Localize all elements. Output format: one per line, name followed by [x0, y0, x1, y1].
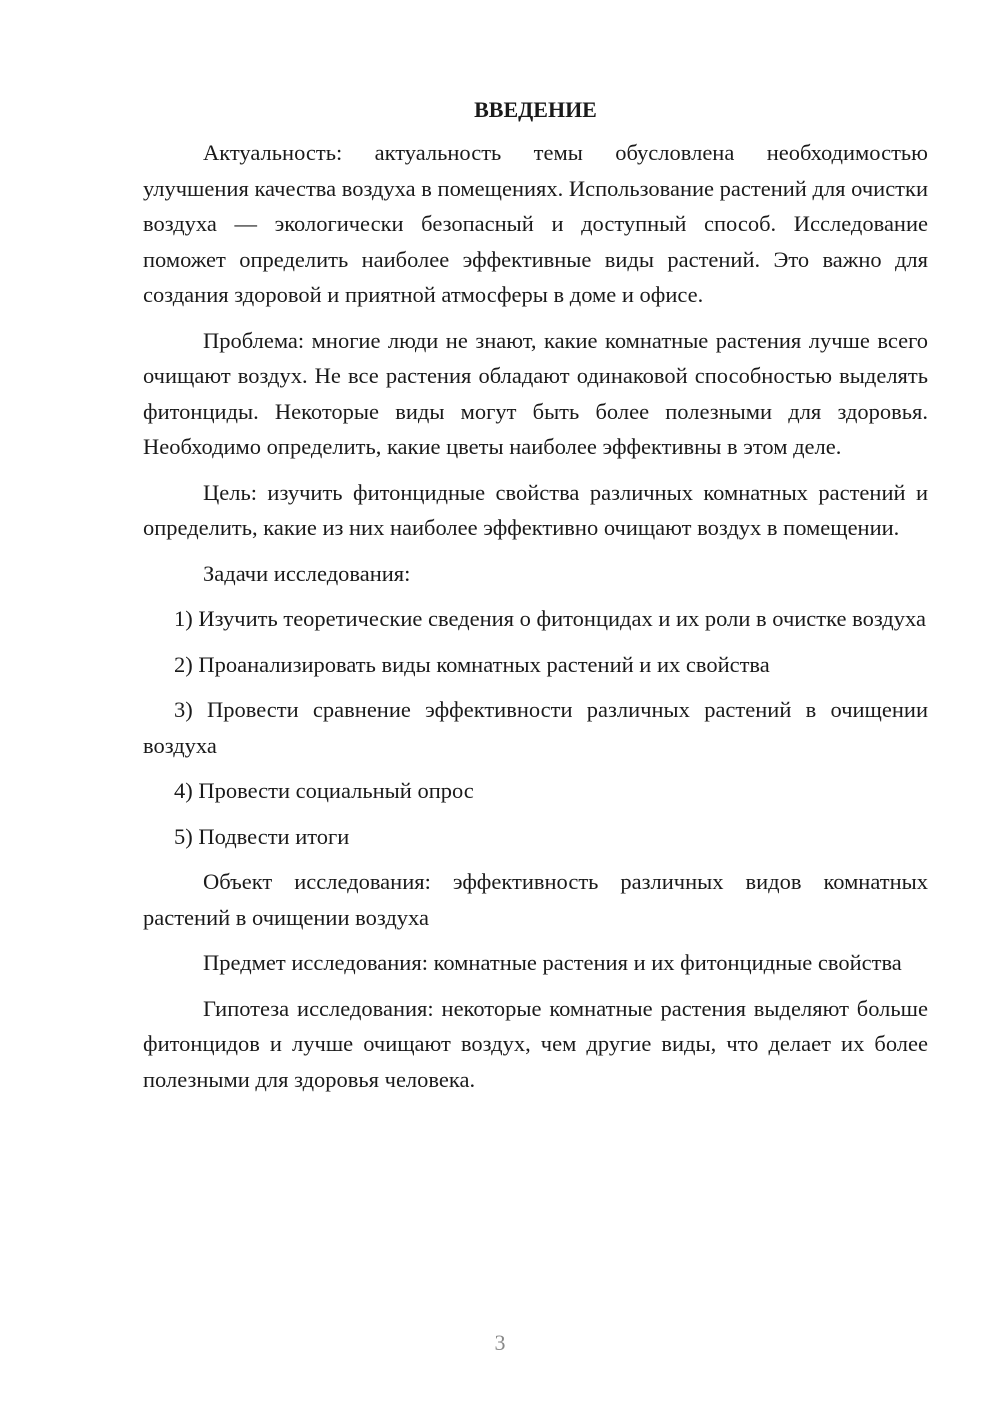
object-paragraph: Объект исследования: эффективность различных видов комнатных растений в очищении воздуха — [143, 869, 928, 930]
tasks-heading: Задачи исследования: — [203, 560, 411, 586]
document-page — [143, 92, 928, 1107]
page-number: 3 — [494, 1330, 506, 1355]
goal-paragraph: Цель: изучить фитонцидные свойства различных комнатных растений и определить, какие из них наиболее эффективно очищают воздух в помещении. — [143, 479, 928, 540]
problem-paragraph: Проблема: многие люди не знают, какие комнатные растения лучше всего очищают воздух. Не все растения обладают одинаковой способностью выделять фитонциды. Некоторые виды могут быть более полезными для здоровья. Необходимо определить, какие цветы наиболее эффективны в этом деле. — [143, 327, 928, 459]
task-item-3: 3) Провести сравнение эффективности различных растений в очищении воздуха — [143, 697, 928, 758]
hypothesis-paragraph: Гипотеза исследования: некоторые комнатные растения выделяют больше фитонцидов и лучше очищают воздух, чем другие виды, что делает их более полезными для здоровья человека. — [143, 995, 928, 1092]
subject-paragraph: Предмет исследования: комнатные растения и их фитонцидные свойства — [203, 950, 902, 975]
task-item-1: 1) Изучить теоретические сведения о фитонцидах и их роли в очистке воздуха — [174, 606, 926, 631]
task-item-4: 4) Провести социальный опрос — [174, 778, 474, 803]
relevance-paragraph: Актуальность: актуальность темы обусловлена необходимостью улучшения качества воздуха в помещениях. Использование растений для очистки воздуха — экологически безопасный и доступный способ. Исследование поможет определить наиболее эффективные виды растений. Это важно для создания здоровой и приятной атмосферы в доме и офисе. — [143, 140, 928, 307]
task-item-2: 2) Проанализировать виды комнатных растений и их свойства — [174, 651, 770, 677]
task-item-5: 5) Подвести итоги — [174, 823, 350, 849]
section-heading: ВВЕДЕНИЕ — [474, 97, 597, 122]
